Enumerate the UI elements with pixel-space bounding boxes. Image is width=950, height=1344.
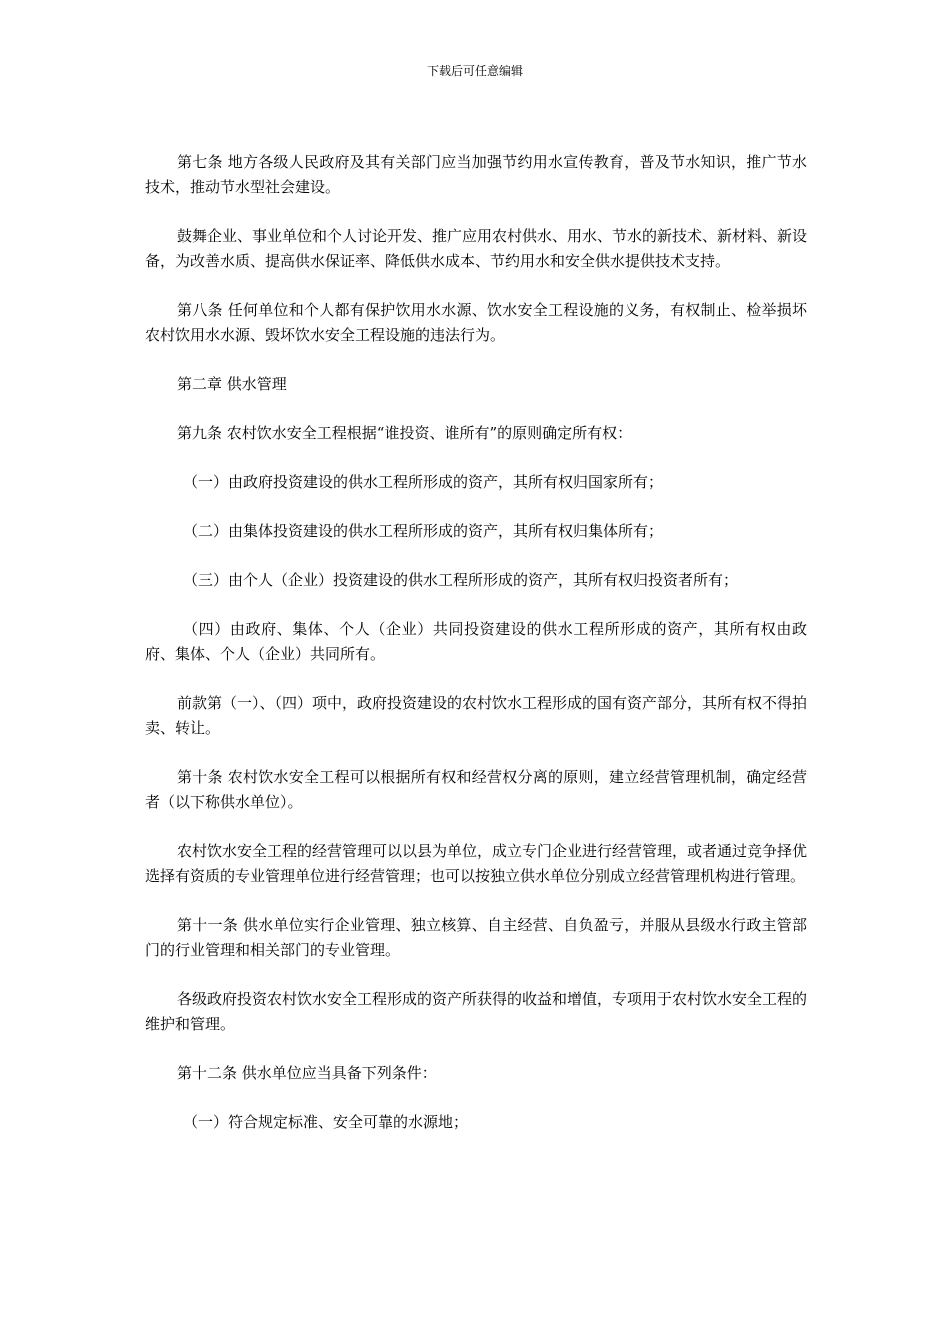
article-9-item-2: （二）由集体投资建设的供水工程所形成的资产，其所有权归集体所有；: [183, 522, 664, 540]
article-11-revenue: 各级政府投资农村饮水安全工程形成的资产所获得的收益和增值，专项用于农村饮水安全工程的维护和管理。: [145, 990, 808, 1033]
article-8: 第八条 任何单位和个人都有保护饮用水水源、饮水安全工程设施的义务，有权制止、检举损坏农村饮用水水源、毁坏饮水安全工程设施的违法行为。: [145, 301, 807, 344]
chapter-2-heading: 第二章 供水管理: [177, 375, 287, 393]
article-7: 第七条 地方各级人民政府及其有关部门应当加强节约用水宣传教育，普及节水知识，推广节水技术，推动节水型社会建设。: [145, 153, 807, 196]
article-10-management: 农村饮水安全工程的经营管理可以以县为单位，成立专门企业进行经营管理，或者通过竞争择优选择有资质的专业管理单位进行经营管理；也可以按独立供水单位分别成立经营管理机构进行管理。: [145, 842, 808, 885]
article-9-note: 前款第（一）、（四）项中，政府投资建设的农村饮水工程形成的国有资产部分，其所有权不得拍卖、转让。: [145, 694, 808, 737]
article-9-item-3: （三）由个人（企业）投资建设的供水工程所形成的资产，其所有权归投资者所有；: [183, 571, 739, 589]
article-12-item-1: （一）符合规定标准、安全可靠的水源地；: [183, 1113, 469, 1131]
article-9-item-1: （一）由政府投资建设的供水工程所形成的资产，其所有权归国家所有；: [183, 473, 664, 491]
article-9: 第九条 农村饮水安全工程根据“谁投资、谁所有”的原则确定所有权：: [177, 424, 633, 442]
article-11: 第十一条 供水单位实行企业管理、独立核算、自主经营、自负盈亏，并服从县级水行政主管部门的行业管理和相关部门的专业管理。: [145, 916, 807, 959]
article-12: 第十二条 供水单位应当具备下列条件：: [177, 1064, 437, 1082]
article-10: 第十条 农村饮水安全工程可以根据所有权和经营权分离的原则，建立经营管理机制，确定经营者（以下称供水单位）。: [145, 768, 807, 811]
article-7-encourage: 鼓舞企业、事业单位和个人讨论开发、推广应用农村供水、用水、节水的新技术、新材料、新设备，为改善水质、提高供水保证率、降低供水成本、节约用水和安全供水提供技术支持。: [145, 227, 808, 270]
page-header-note: 下载后可任意编辑: [426, 64, 523, 78]
document-body: [145, 150, 807, 1159]
article-9-item-4: （四）由政府、集体、个人（企业）共同投资建设的供水工程所形成的资产，其所有权由政府、集体、个人（企业）共同所有。: [145, 620, 807, 663]
